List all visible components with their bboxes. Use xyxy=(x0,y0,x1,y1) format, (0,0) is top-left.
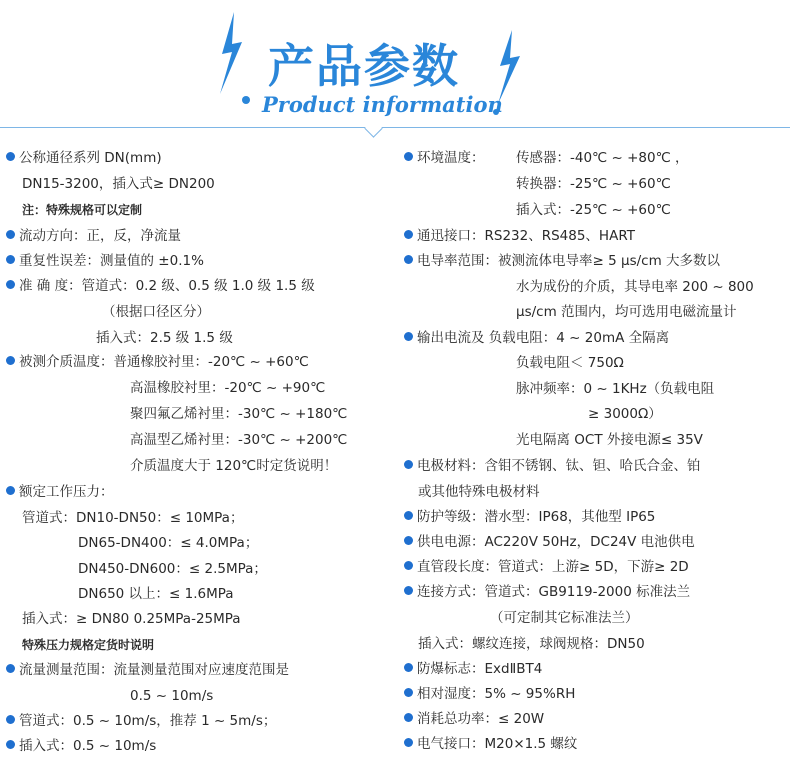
spec-text: 电导率范围：被测流体电导率≥ 5 μs/cm 大多数以 xyxy=(417,253,721,269)
spec-text: 相对湿度：5% ~ 95%RH xyxy=(417,686,576,702)
spec-item xyxy=(404,709,544,729)
spec-text: DN15-3200，插入式≥ DN200 xyxy=(22,176,215,192)
spec-item xyxy=(6,148,162,168)
spec-line xyxy=(516,200,671,220)
spec-text: 被测介质温度：普通橡胶衬里：-20℃ ~ +60℃ xyxy=(19,354,309,370)
spec-text: 或其他特殊电极材料 xyxy=(418,484,540,500)
spec-text: 输出电流及 负载电阻：4 ~ 20mA 全隔离 xyxy=(417,330,670,346)
spec-text: 水为成份的介质，其导电率 200 ~ 800 xyxy=(516,279,754,295)
spec-text: 高温橡胶衬里：-20℃ ~ +90℃ xyxy=(130,380,326,396)
spec-line xyxy=(78,559,267,579)
spec-item xyxy=(404,532,695,552)
bullet-dot-icon xyxy=(404,230,413,239)
spec-line xyxy=(22,508,243,528)
bullet-dot-icon xyxy=(6,280,15,289)
spec-line xyxy=(588,404,662,424)
spec-text: 管道式：0.5 ~ 10m/s，推荐 1 ~ 5m/s； xyxy=(19,713,277,729)
bullet-dot-icon xyxy=(404,332,413,341)
bullet-dot-icon xyxy=(6,740,15,749)
bullet-dot-icon xyxy=(404,511,413,520)
spec-text: 插入式：-25℃ ~ +60℃ xyxy=(516,202,671,218)
spec-text: 管道式：DN10-DN50：≤ 10MPa； xyxy=(22,510,244,526)
spec-line xyxy=(516,174,671,194)
spec-line xyxy=(22,635,154,655)
bullet-dot-icon xyxy=(404,255,413,264)
bullet-dot-icon xyxy=(6,255,15,264)
spec-text: 负载电阻＜ 750Ω xyxy=(516,355,624,371)
spec-item xyxy=(404,734,577,754)
spec-text: 介质温度大于 120℃时定货说明！ xyxy=(130,458,338,474)
spec-line xyxy=(130,686,213,706)
spec-item xyxy=(404,582,690,602)
spec-text: DN650 以上：≤ 1.6MPa xyxy=(78,586,234,602)
spec-line xyxy=(102,302,210,322)
spec-text: 插入式：0.5 ~ 10m/s xyxy=(19,738,157,754)
spec-text: 准 确 度：管道式：0.2 级、0.5 级 1.0 级 1.5 级 xyxy=(19,278,315,294)
spec-item xyxy=(6,251,204,271)
spec-item xyxy=(6,276,315,296)
spec-text: 通迅接口：RS232、RS485、HART xyxy=(417,228,635,244)
spec-text: 脉冲频率：0 ~ 1KHz（负载电阻 xyxy=(516,381,715,397)
spec-line xyxy=(516,277,754,297)
spec-line xyxy=(130,378,325,398)
bullet-dot-icon xyxy=(6,664,15,673)
sparkle-left-icon xyxy=(212,12,252,112)
bullet-dot-icon xyxy=(404,688,413,697)
spec-text: 流动方向：正，反，净流量 xyxy=(19,228,181,244)
spec-line xyxy=(130,456,337,476)
spec-line xyxy=(516,379,714,399)
spec-text: 0.5 ~ 10m/s xyxy=(130,688,214,704)
spec-text: 消耗总功率：≤ 20W xyxy=(417,711,545,727)
header-divider xyxy=(0,127,790,128)
spec-text: μs/cm 范围内，均可选用电磁流量计 xyxy=(516,304,737,320)
spec-item xyxy=(404,557,689,577)
spec-text: 插入式：≥ DN80 0.25MPa-25MPa xyxy=(22,611,241,627)
spec-item xyxy=(6,660,289,680)
spec-text: 流量测量范围：流量测量范围对应速度范围是 xyxy=(19,662,289,678)
spec-line xyxy=(78,533,258,553)
spec-text: 直管段长度：管道式：上游≥ 5D，下游≥ 2D xyxy=(417,559,689,575)
spec-item xyxy=(404,328,669,348)
spec-text: 重复性误差：测量值的 ±0.1% xyxy=(19,253,204,269)
spec-text: （根据口径区分） xyxy=(102,304,210,320)
bullet-dot-icon xyxy=(404,536,413,545)
divider-notch xyxy=(364,119,382,137)
bullet-dot-icon xyxy=(404,561,413,570)
spec-line xyxy=(418,634,645,654)
spec-text: 连接方式：管道式：GB9119-2000 标准法兰 xyxy=(417,584,691,600)
spec-text: 高温型乙烯衬里：-30℃ ~ +200℃ xyxy=(130,432,348,448)
spec-text: ≥ 3000Ω） xyxy=(588,406,662,422)
bullet-dot-icon xyxy=(404,152,413,161)
spec-item xyxy=(6,711,276,731)
spec-text: 转换器：-25℃ ~ +60℃ xyxy=(516,176,671,192)
spec-text: 供电电源：AC220V 50Hz，DC24V 电池供电 xyxy=(417,534,695,550)
spec-item xyxy=(404,507,655,527)
bullet-dot-icon xyxy=(404,663,413,672)
spec-text: 公称通径系列 DN(mm) xyxy=(19,150,162,166)
spec-line xyxy=(96,328,233,348)
spec-item xyxy=(404,684,575,704)
bullet-dot-icon xyxy=(404,460,413,469)
spec-item xyxy=(404,659,542,679)
spec-line xyxy=(22,174,215,194)
spec-text: 特殊压力规格定货时说明 xyxy=(22,638,155,652)
spec-line xyxy=(516,353,624,373)
bullet-dot-icon xyxy=(404,586,413,595)
spec-item xyxy=(6,226,181,246)
bullet-dot-icon xyxy=(404,738,413,747)
spec-item xyxy=(404,456,701,476)
bullet-dot-icon xyxy=(6,356,15,365)
spec-text: DN450-DN600：≤ 2.5MPa； xyxy=(78,561,267,577)
spec-text: 插入式：螺纹连接，球阀规格：DN50 xyxy=(418,636,645,652)
header-banner xyxy=(0,0,790,132)
spec-text: 注：特殊规格可以定制 xyxy=(22,203,143,217)
page-subtitle: Product information xyxy=(262,92,503,117)
spec-text: 电气接口：M20×1.5 螺纹 xyxy=(417,736,578,752)
bullet-dot-icon xyxy=(404,713,413,722)
bullet-dot-icon xyxy=(6,152,15,161)
spec-line xyxy=(516,148,689,168)
spec-item xyxy=(6,482,114,502)
bullet-dot-icon xyxy=(6,715,15,724)
spec-line xyxy=(516,430,703,450)
spec-line xyxy=(22,200,142,220)
spec-line xyxy=(130,404,347,424)
spec-text: 传感器：-40℃ ~ +80℃ ， xyxy=(516,150,689,166)
spec-text: 防护等级：潜水型：IP68，其他型 IP65 xyxy=(417,509,656,525)
spec-text: 环境温度： xyxy=(417,150,485,166)
spec-item xyxy=(404,148,485,168)
spec-text: 插入式：2.5 级 1.5 级 xyxy=(96,330,233,346)
bullet-dot-icon xyxy=(6,486,15,495)
spec-text: 防爆标志：ExdⅡBT4 xyxy=(417,661,543,677)
bullet-dot-icon xyxy=(6,230,15,239)
page-title: 产品参数 xyxy=(268,39,460,93)
spec-text: 电极材料：含钼不锈钢、钛、钽、哈氏合金、铂 xyxy=(417,458,701,474)
spec-line xyxy=(516,302,737,322)
spec-item xyxy=(6,736,156,756)
spec-item xyxy=(404,251,720,271)
spec-line xyxy=(22,609,241,629)
spec-item xyxy=(6,352,309,372)
spec-text: 光电隔离 OCT 外接电源≤ 35V xyxy=(516,432,703,448)
spec-text: 额定工作压力： xyxy=(19,484,114,500)
spec-line xyxy=(418,482,540,502)
spec-line xyxy=(78,584,234,604)
spec-text: （可定制其它标准法兰） xyxy=(490,610,639,626)
spec-line xyxy=(490,608,639,628)
spec-text: DN65-DN400：≤ 4.0MPa； xyxy=(78,535,259,551)
spec-line xyxy=(130,430,347,450)
spec-item xyxy=(404,226,635,246)
spec-text: 聚四氟乙烯衬里：-30℃ ~ +180℃ xyxy=(130,406,348,422)
